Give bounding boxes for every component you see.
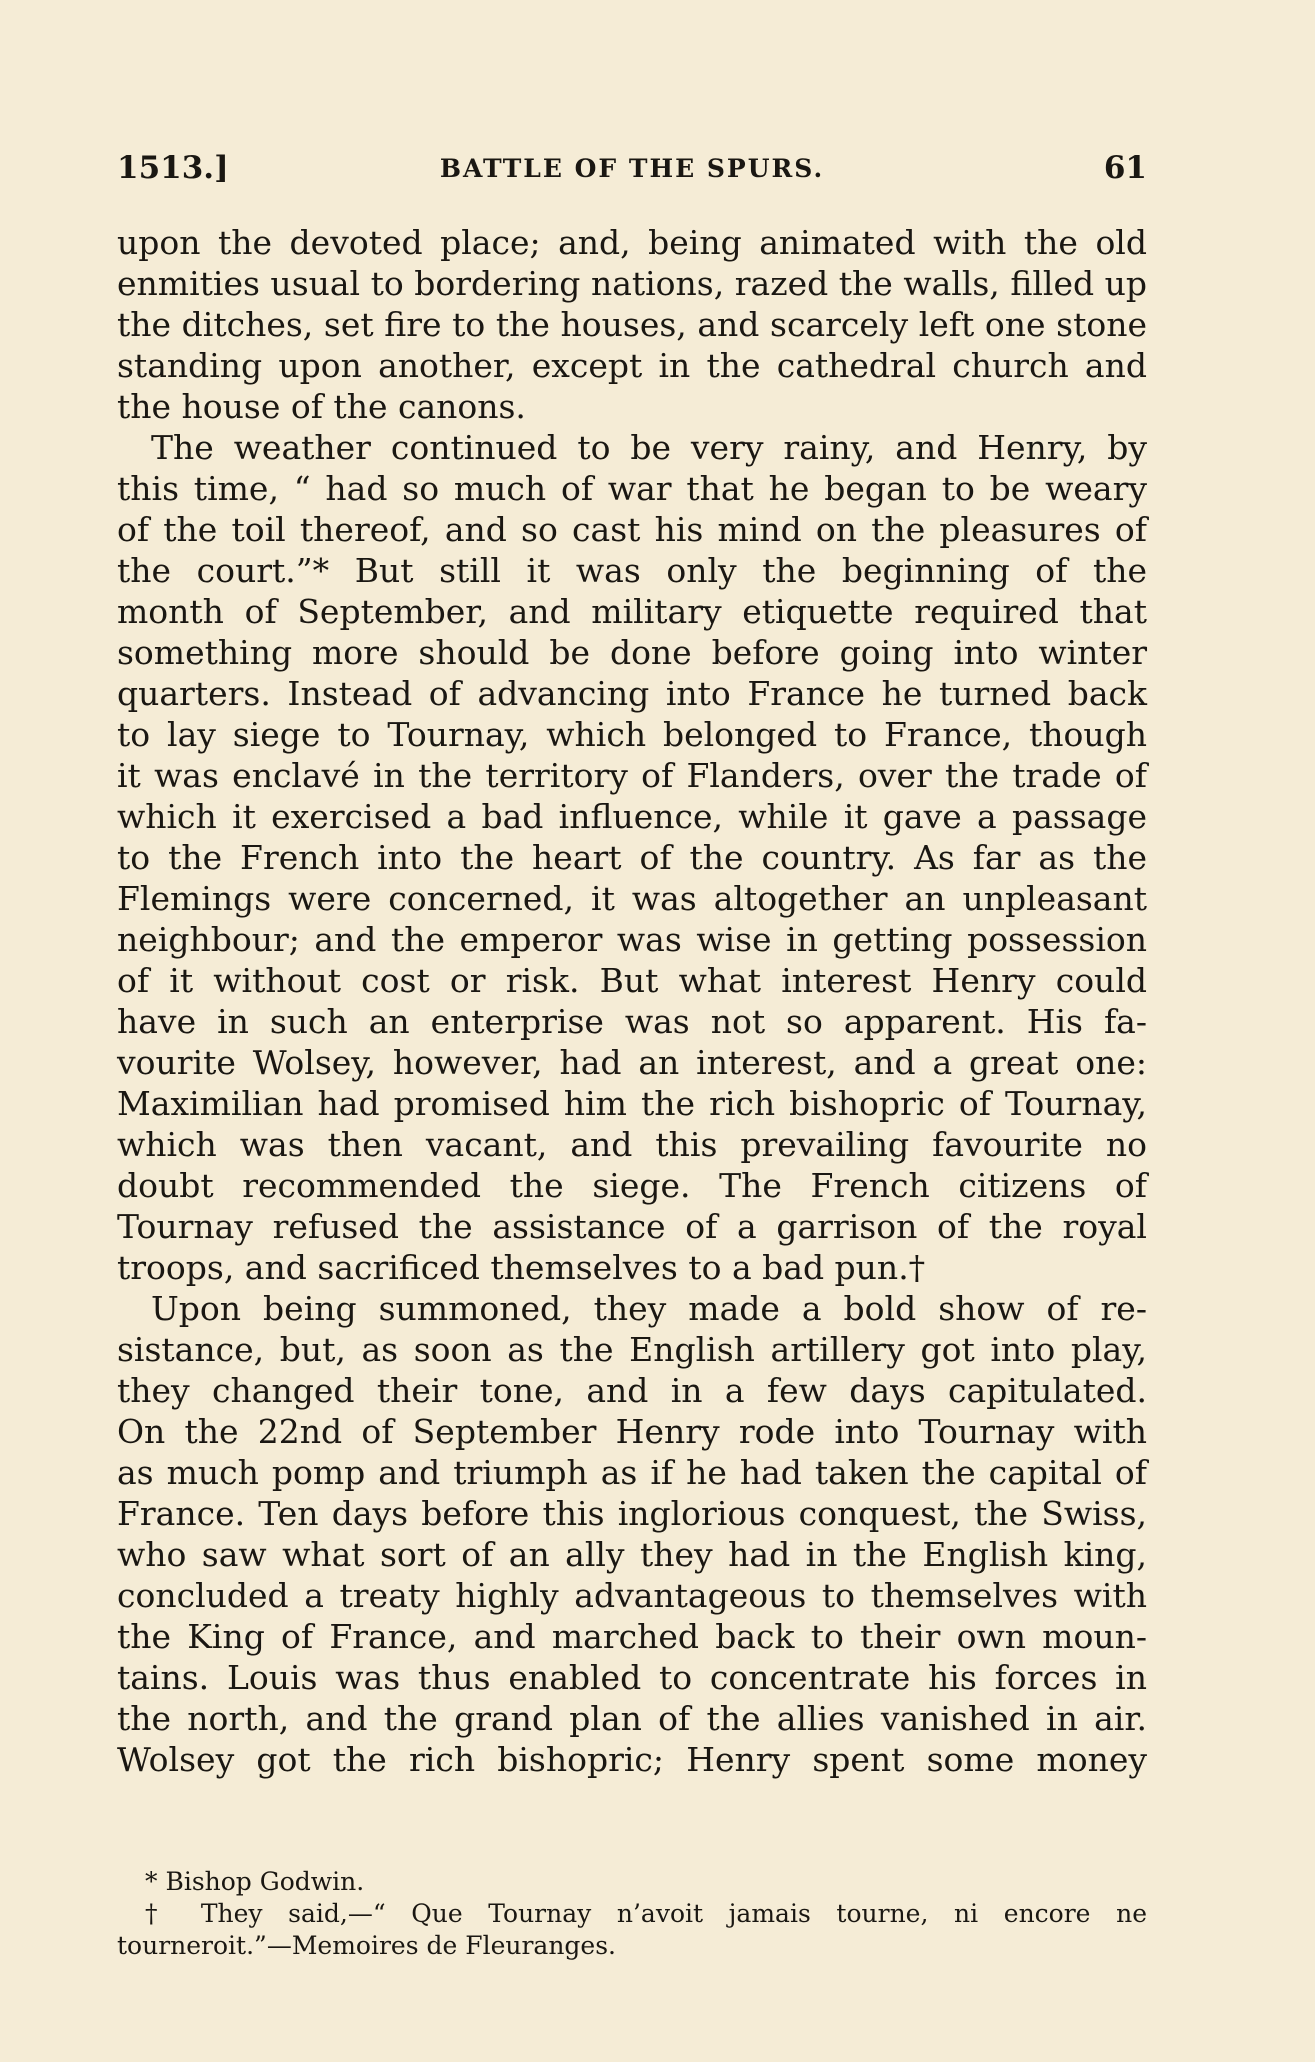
text-line: of the toil thereof, and so cast his mind on the pleasures of [117,510,1147,549]
text-line: troops, and sacrificed themselves to a bad pun.† [117,1248,926,1287]
text-line: of it without cost or risk. But what interest Henry could [117,961,1147,1000]
text-line: neighbour; and the emperor was wise in getting possession [117,920,1147,959]
footnote: † They said,—“ Que Tournay n’avoit jamais tourne, ni encore ne [145,1899,1147,1928]
text-line: quarters. Instead of advancing into France he turned back [117,674,1147,713]
footnote: * Bishop Godwin. [145,1867,365,1896]
text-line: Wolsey got the rich bishopric; Henry spent some money [117,1740,1147,1779]
text-line: the ditches, set fire to the houses, and scarcely left one stone [117,305,1147,344]
text-line: to lay siege to Tournay, which belonged to France, though [117,715,1147,754]
text-line: vourite Wolsey, however, had an interest, and a great one: [117,1043,1147,1082]
footnotes [117,1866,1147,1962]
text-line: this time, “ had so much of war that he began to be weary [117,469,1147,508]
text-line: sistance, but, as soon as the English artillery got into play, [117,1330,1147,1369]
text-line: enmities usual to bordering nations, razed the walls, filled up [117,264,1147,303]
text-line: the court.”* But still it was only the beginning of the [117,551,1147,590]
text-line: it was enclavé in the territory of Flanders, over the trade of [117,756,1147,795]
text-line: the King of France, and marched back to their own moun- [117,1617,1147,1656]
text-line: Flemings were concerned, it was altogether an unpleasant [117,879,1147,918]
text-line: France. Ten days before this inglorious conquest, the Swiss, [117,1494,1147,1533]
text-line: the house of the canons. [117,387,526,426]
text-line: upon the devoted place; and, being animated with the old [117,223,1147,262]
text-line: have in such an enterprise was not so apparent. His fa- [117,1002,1147,1041]
text-line: tains. Louis was thus enabled to concentrate his forces in [117,1658,1147,1697]
text-line: something more should be done before going into winter [117,633,1147,672]
text-line: The weather continued to be very rainy, and Henry, by [151,428,1147,467]
text-line: Upon being summoned, they made a bold show of re- [151,1289,1147,1328]
text-line: which was then vacant, and this prevailing favourite no [117,1125,1147,1164]
text-line: as much pomp and triumph as if he had taken the capital of [117,1453,1147,1492]
text-line: Tournay refused the assistance of a garrison of the royal [117,1207,1147,1246]
text-line: the north, and the grand plan of the allies vanished in air. [117,1699,1147,1738]
text-line: they changed their tone, and in a few days capitulated. [117,1371,1147,1410]
text-line: month of September, and military etiquette required that [117,592,1147,631]
text-line: doubt recommended the siege. The French citizens of [117,1166,1147,1205]
text-line: concluded a treaty highly advantageous to themselves with [117,1576,1147,1615]
running-header [117,150,1147,200]
body-text [117,222,1147,1780]
text-line: which it exercised a bad influence, while it gave a passage [117,797,1147,836]
text-line: standing upon another, except in the cathedral church and [117,346,1147,385]
text-line: who saw what sort of an ally they had in the English king, [117,1535,1147,1574]
footnote: tourneroit.”—Memoires de Fleuranges. [117,1931,616,1960]
text-line: Maximilian had promised him the rich bishopric of Tournay, [117,1084,1147,1123]
header-title: BATTLE OF THE SPURS. [439,154,825,183]
header-year: 1513.] [117,150,229,186]
text-line: On the 22nd of September Henry rode into Tournay with [117,1412,1147,1451]
page-number: 61 [1103,150,1147,186]
text-line: to the French into the heart of the country. As far as the [117,838,1147,877]
